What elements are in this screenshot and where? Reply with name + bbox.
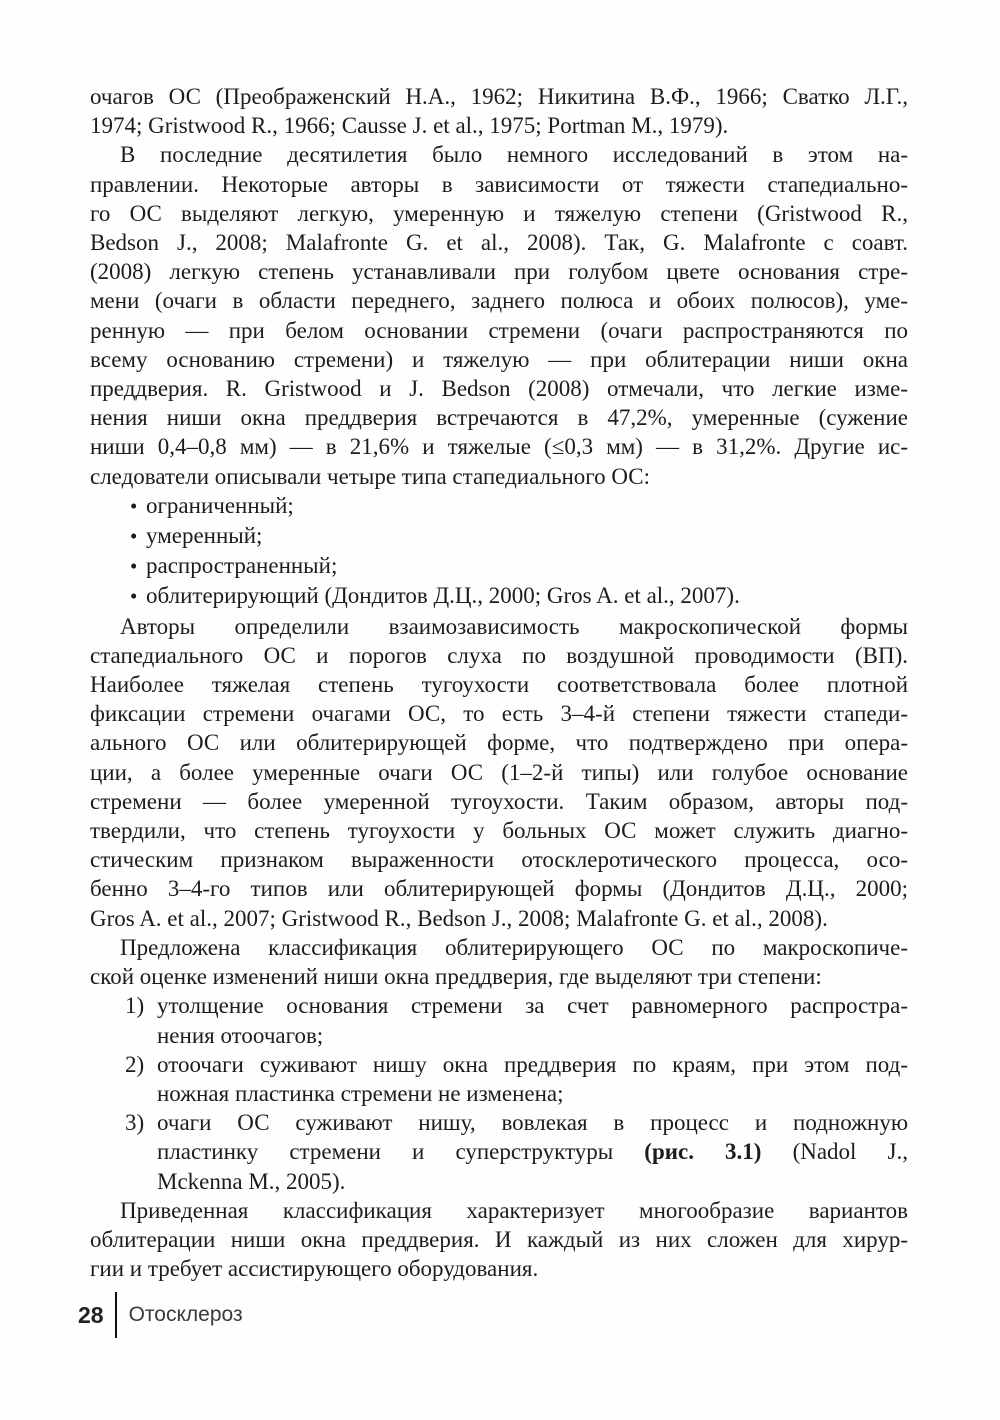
text-line: ножная пластинка стремени не изменена; — [157, 1080, 564, 1106]
text-line: очаги ОС суживают нишу, вовлекая в процесс и подножную — [157, 1110, 908, 1136]
text-line: нения отоочагов; — [157, 1022, 324, 1048]
bullet-icon: • — [130, 584, 138, 609]
text-line: фиксации стремени очагами ОС, то есть 3–4-й степени тяжести стапеди- — [90, 701, 908, 727]
text-line: 1974; Gristwood R., 1966; Causse J. et al., 1975; Portman M., 1979). — [90, 113, 729, 139]
bullet-item — [90, 491, 908, 521]
text-line: очагов ОС (Преображенский Н.А., 1962; Никитина В.Ф., 1966; Сватко Л.Г., — [90, 84, 908, 109]
text-line: правлении. Некоторые авторы в зависимости от тяжести стапедиально- — [90, 171, 908, 197]
paragraph — [90, 140, 908, 490]
paragraph — [90, 82, 908, 140]
bullet-icon: • — [130, 524, 138, 549]
text-line: ции, а более умеренные очаги ОС (1–2-й типы) или голубое основание — [90, 759, 908, 785]
text-line: преддверия. R. Gristwood и J. Bedson (2008) отмечали, что легкие изме- — [90, 376, 908, 402]
numbered-item — [90, 991, 908, 1049]
text-segment: пластинку стремени и суперструктуры — [157, 1139, 645, 1165]
bullet-label: ограниченный; — [146, 492, 294, 518]
text-column — [90, 82, 908, 1283]
text-line: следователи описывали четыре типа стапедиального ОС: — [90, 463, 650, 489]
text-line: бенно 3–4-го типов или облитерирующей формы (Дондитов Д.Ц., 2000; — [90, 876, 908, 902]
paragraph — [90, 612, 908, 933]
text-line: стремени — более умеренной тугоухости. Таким образом, авторы под- — [90, 788, 908, 814]
bullet-icon: • — [130, 554, 138, 579]
text-line: Наиболее тяжелая степень тугоухости соответствовала более плотной — [90, 672, 908, 698]
text-line: мени (очаги в области переднего, заднего полюса и обоих полюсов), уме- — [90, 288, 908, 314]
text-line: гии и требует ассистирующего оборудования. — [90, 1256, 539, 1282]
numbered-item-body — [157, 1108, 908, 1196]
text-line: ального ОС или облитерирующей форме, что подтверждено при опера- — [90, 730, 908, 756]
text-line: Авторы определили взаимозависимость макроскопической формы — [120, 613, 908, 639]
text-line: всему основанию стремени) и тяжелую — при облитерации ниши окна — [90, 346, 908, 372]
page-number: 28 — [78, 1301, 104, 1328]
text-line: ренную — при белом основании стремени (очаги распространяются по — [90, 317, 908, 343]
figure-reference: (рис. 3.1) — [644, 1139, 762, 1165]
bullet-item — [90, 581, 908, 611]
text-line: облитерации ниши окна преддверия. И каждый из них сложен для хирур- — [90, 1226, 908, 1252]
list-number: 2) — [125, 1051, 145, 1077]
text-line: В последние десятилетия было немного исследований в этом на- — [120, 142, 908, 168]
paragraph — [90, 933, 908, 991]
running-title: Отосклероз — [128, 1303, 243, 1326]
text-line: го ОС выделяют легкую, умеренную и тяжелую степени (Gristwood R., — [90, 200, 908, 226]
text-line: Предложена классификация облитерирующего ОС по макроскопиче- — [120, 934, 908, 960]
text-line: Gros A. et al., 2007; Gristwood R., Bedson J., 2008; Malafronte G. et al., 2008). — [90, 905, 828, 931]
text-line: Приведенная классификация характеризует многообразие вариантов — [120, 1197, 908, 1223]
text-line: Bedson J., 2008; Malafronte G. et al., 2008). Так, G. Malafronte с соавт. — [90, 230, 908, 256]
text-line: отоочаги суживают нишу окна преддверия по краям, при этом под- — [157, 1051, 908, 1077]
list-number: 3) — [125, 1110, 145, 1136]
text-line: утолщение основания стремени за счет равномерного распростра- — [157, 993, 908, 1019]
text-line: ниши 0,4–0,8 мм) — в 21,6% и тяжелые (≤0,3 мм) — в 31,2%. Другие ис- — [90, 434, 908, 460]
list-number: 1) — [125, 993, 145, 1019]
numbered-item — [90, 1050, 908, 1108]
numbered-item-body — [157, 991, 908, 1049]
text-segment: (Nadol J., — [761, 1139, 908, 1165]
page-footer — [78, 1292, 243, 1338]
text-line: стическим признаком выраженности отосклеротического процесса, осо- — [90, 847, 908, 873]
text-line — [157, 1137, 908, 1166]
paragraph — [90, 1196, 908, 1284]
bullet-label: распространенный; — [146, 553, 338, 579]
text-line: твердили, что степень тугоухости у больных ОС может служить диагно- — [90, 818, 908, 844]
footer-divider — [115, 1292, 117, 1338]
bullet-label: облитерирующий (Дондитов Д.Ц., 2000; Gros A. et al., 2007). — [146, 583, 740, 609]
text-line: (2008) легкую степень устанавливали при голубом цвете основания стре- — [90, 259, 908, 285]
numbered-item — [90, 1108, 908, 1196]
text-line: Mckenna M., 2005). — [157, 1168, 346, 1194]
text-line: ской оценке изменений ниши окна преддверия, где выделяют три степени: — [90, 964, 822, 990]
text-line: нения ниши окна преддверия встречаются в 47,2%, умеренные (сужение — [90, 405, 908, 431]
bullet-item — [90, 551, 908, 581]
bullet-item — [90, 521, 908, 551]
bullet-icon: • — [130, 493, 138, 518]
text-line: стапедиального ОС и порогов слуха по воздушной проводимости (ВП). — [90, 642, 908, 668]
bullet-label: умеренный; — [146, 523, 263, 549]
numbered-item-body — [157, 1050, 908, 1108]
